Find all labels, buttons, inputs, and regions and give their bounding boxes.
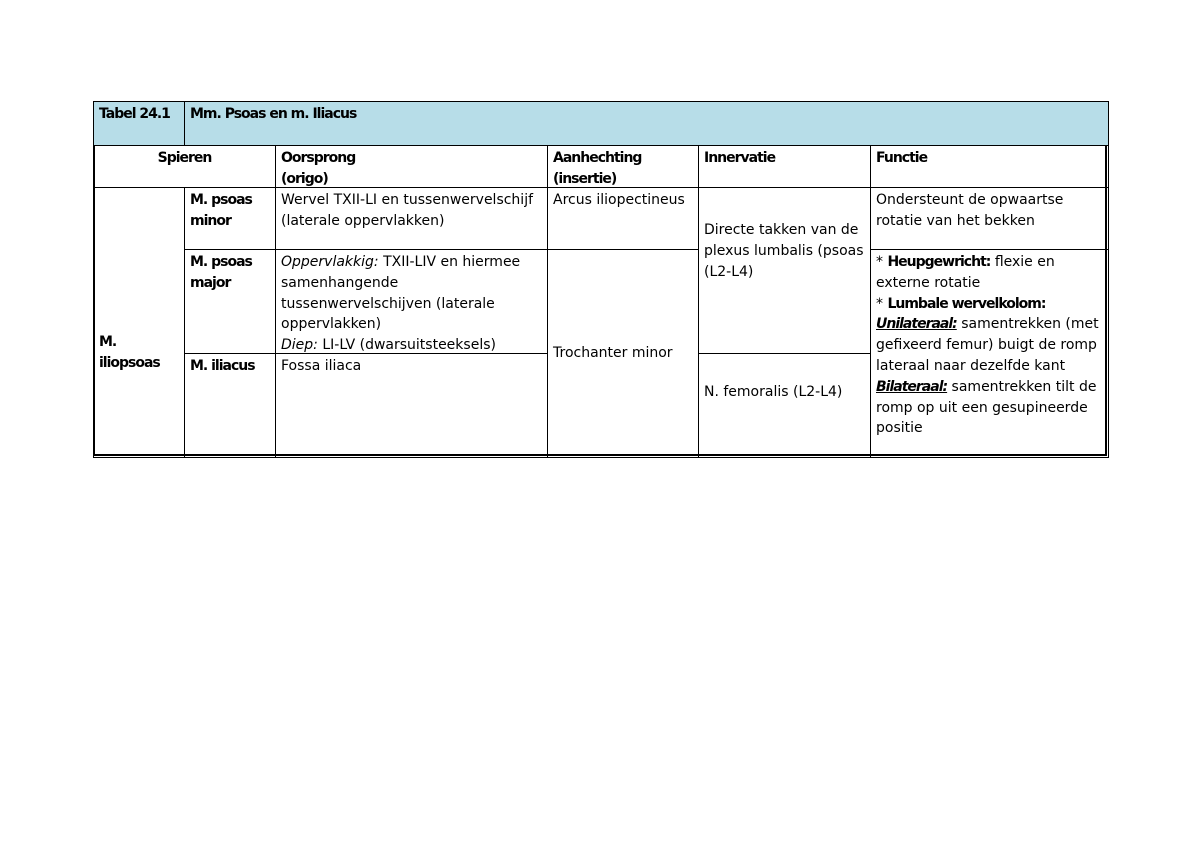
insertion-psoas-minor: Arcus iliopectineus <box>547 187 699 250</box>
origin-label-deep: Diep: <box>281 337 318 354</box>
function-psoas-minor: Ondersteunt de opwaartse rotatie van het bekken <box>870 187 1109 250</box>
muscle-iliacus: M. iliacus <box>184 353 276 458</box>
group-iliopsoas: M. iliopsoas <box>93 187 185 458</box>
header-innervatie: Innervatie <box>698 145 871 188</box>
label-lumbale-wervelkolom: Lumbale wervelkolom: <box>887 295 1046 312</box>
origin-text-deep: LI-LV (dwarsuitsteeksels) <box>317 337 496 354</box>
text-unilateraal: samentrekken (met gefixeerd femur) buigt de romp lateraal naar dezelfde kant <box>876 316 1099 374</box>
header-spieren: Spieren <box>93 145 276 188</box>
header-oorsprong-label: Oorsprong <box>281 150 356 166</box>
header-aanhechting <box>547 145 699 188</box>
origin-psoas-major <box>275 249 548 354</box>
function-shared <box>870 249 1109 458</box>
text-heupgewricht: flexie en externe rotatie <box>876 254 1055 291</box>
table-title: Mm. Psoas en m. Iliacus <box>184 101 1109 146</box>
origin-label-superficial: Oppervlakkig: <box>281 254 379 270</box>
innervation-iliacus <box>698 353 871 458</box>
text-bilateraal: samentrekken tilt de romp op uit een gesupineerde positie <box>876 378 1097 437</box>
innervation-psoas <box>698 187 871 354</box>
muscle-psoas-minor: M. psoas minor <box>184 187 276 250</box>
table-number: Tabel 24.1 <box>93 101 185 146</box>
header-aanhechting-label: Aanhechting <box>553 150 642 166</box>
header-aanhechting-sub: (insertie) <box>553 170 617 187</box>
label-bilateraal: Bilateraal: <box>876 378 948 395</box>
header-functie: Functie <box>870 145 1109 188</box>
insertion-shared-text: Trochanter minor <box>553 345 673 362</box>
insertion-trochanter-minor <box>547 249 699 458</box>
innervation-psoas-text: Directe takken van de plexus lumbalis (psoas (L2-L4) <box>704 222 864 280</box>
innervation-iliacus-text: N. femoralis (L2-L4) <box>704 384 843 401</box>
origin-psoas-minor: Wervel TXII-LI en tussenwervelschijf (laterale oppervlakken) <box>275 187 548 250</box>
label-unilateraal: Unilateraal: <box>876 316 957 333</box>
header-oorsprong-sub: (origo) <box>281 170 328 187</box>
bullet-star: * <box>876 295 888 312</box>
bullet-star: * <box>876 254 888 270</box>
origin-text-superficial: TXII-LIV en hiermee samenhangende tussenwervelschijven (laterale oppervlakken) <box>281 254 521 333</box>
header-oorsprong <box>275 145 548 188</box>
muscle-psoas-major: M. psoas major <box>184 249 276 354</box>
origin-iliacus: Fossa iliaca <box>275 353 548 458</box>
label-heupgewricht: Heupgewricht: <box>887 254 991 270</box>
muscle-table <box>93 101 1107 456</box>
